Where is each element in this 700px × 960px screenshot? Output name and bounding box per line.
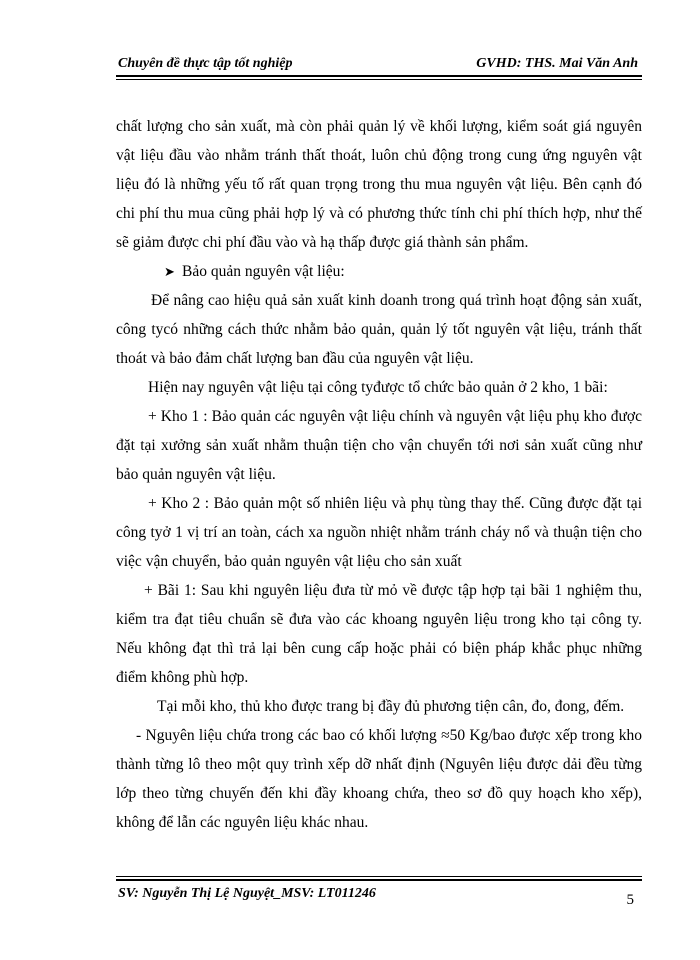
document-body [116, 112, 642, 837]
footer-rule-thin [116, 876, 642, 877]
footer-student: SV: Nguyễn Thị Lệ Nguyệt_MSV: LT011246 [118, 886, 376, 901]
header-advisor: GVHD: THS. Mai Văn Anh [476, 56, 638, 71]
paragraph-storage-goal: Để nâng cao hiệu quả sản xuất kinh doanh trong quá trình hoạt động sản xuất, công tycó những cách thức nhằm bảo quản, quản lý tốt nguyên vật liệu, tránh thất thoát và bảo đảm chất lượng ban đầu của nguyên vật liệu. [116, 292, 642, 367]
paragraph-intro: chất lượng cho sản xuất, mà còn phải quản lý về khối lượng, kiểm soát giá nguyên vật liệu đầu vào nhằm tránh thất thoát, luôn chủ động trong cung ứng nguyên vật liệu đó là những yếu tố rất quan trọng trong thu mua nguyên vật liệu. Bên cạnh đó chi phí thu mua cũng phải hợp lý và có phương thức tính chi phí thích hợp, như thế sẽ giảm được chi phí đầu vào và hạ thấp được giá thành sản phẩm. [116, 118, 642, 251]
bullet-heading [116, 257, 642, 286]
footer-rule-thick [116, 879, 642, 881]
header-rule-thin [116, 79, 642, 80]
header-rule-thick [116, 75, 642, 77]
bullet-heading-text: Bảo quản nguyên vật liệu: [182, 263, 345, 280]
arrow-bullet-icon: ➤ [164, 264, 175, 279]
paragraph-kho-1: + Kho 1 : Bảo quản các nguyên vật liệu chính và nguyên vật liệu phụ kho được đặt tại xưởng sản xuất nhằm thuận tiện cho vận chuyển tới nơi sản xuất cũng như bảo quản nguyên vật liệu. [116, 408, 642, 483]
paragraph-equipment: Tại mỗi kho, thủ kho được trang bị đầy đủ phương tiện cân, đo, đong, đếm. [157, 698, 625, 715]
header-title: Chuyên đề thực tập tốt nghiệp [118, 56, 293, 71]
page-header [116, 52, 642, 74]
page-footer [116, 884, 642, 906]
page-number: 5 [626, 892, 634, 908]
paragraph-kho-2: + Kho 2 : Bảo quản một số nhiên liệu và phụ tùng thay thế. Cũng được đặt tại công tyở 1 vị trí an toàn, cách xa nguồn nhiệt nhằm tránh cháy nổ và thuận tiện cho việc vận chuyển, bảo quản nguyên vật liệu cho sản xuất [116, 495, 642, 570]
paragraph-stacking: - Nguyên liệu chứa trong các bao có khối lượng ≈50 Kg/bao được xếp trong kho thành từng lô theo một quy trình xếp dỡ nhất định (Nguyên liệu được dải đều từng lớp theo từng chuyến đến khi đầy khoang chứa, theo sơ đồ quy hoạch kho xếp), không để lẫn các nguyên liệu khác nhau. [116, 727, 642, 831]
paragraph-bai-1: + Bãi 1: Sau khi nguyên liệu đưa từ mỏ về được tập hợp tại bãi 1 nghiệm thu, kiểm tra đạt tiêu chuẩn sẽ đưa vào các khoang nguyên liệu trong kho tại công ty. Nếu không đạt thì trả lại bên cung cấp hoặc phải có biện pháp khắc phục những điểm không phù hợp. [116, 582, 642, 686]
paragraph-storage-sites: Hiện nay nguyên vật liệu tại công tyđược tổ chức bảo quản ở 2 kho, 1 bãi: [148, 379, 608, 396]
